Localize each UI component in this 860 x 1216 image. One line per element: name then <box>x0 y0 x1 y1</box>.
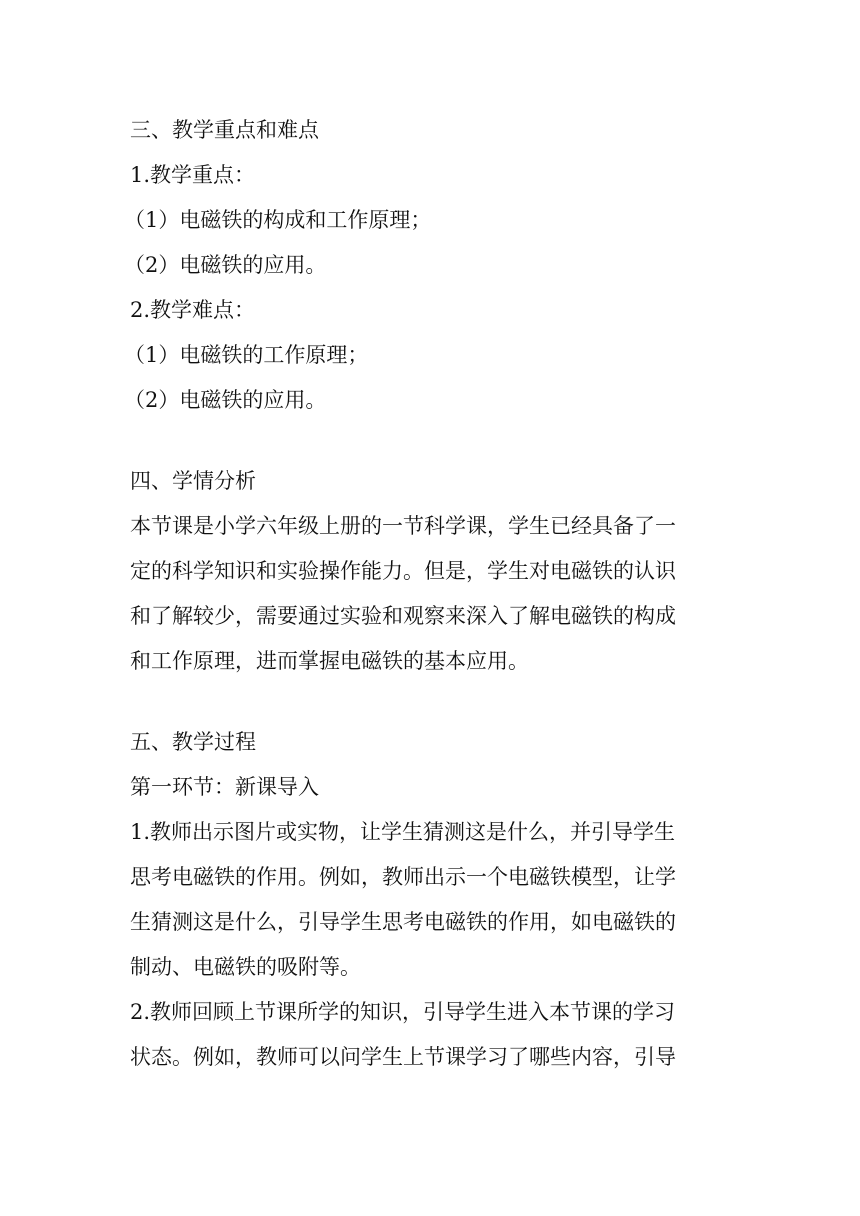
analysis-line-3: 和了解较少，需要通过实验和观察来深入了解电磁铁的构成 <box>130 604 676 628</box>
stage1-label: 第一环节：新课导入 <box>130 775 319 799</box>
step1-line-4: 制动、电磁铁的吸附等。 <box>130 955 361 979</box>
section-spacer <box>130 684 734 720</box>
difficulties-label: 2.教学难点： <box>130 298 256 322</box>
key-points-label: 1.教学重点： <box>130 163 256 187</box>
step1-line-2: 思考电磁铁的作用。例如，教师出示一个电磁铁模型，让学 <box>130 865 676 889</box>
difficulty-1: （1）电磁铁的工作原理； <box>124 343 369 367</box>
key-point-1: （1）电磁铁的构成和工作原理； <box>124 208 432 232</box>
section4-heading: 四、学情分析 <box>130 469 256 493</box>
step1-line-1: 1.教师出示图片或实物，让学生猜测这是什么，并引导学生 <box>130 820 676 844</box>
document-body <box>124 108 734 1080</box>
step2-line-2: 状态。例如，教师可以问学生上节课学习了哪些内容，引导 <box>130 1045 676 1069</box>
step2-line-1: 2.教师回顾上节课所学的知识，引导学生进入本节课的学习 <box>130 1000 676 1024</box>
analysis-line-4: 和工作原理，进而掌握电磁铁的基本应用。 <box>130 649 529 673</box>
difficulty-2: （2）电磁铁的应用。 <box>124 388 327 412</box>
section3-heading: 三、教学重点和难点 <box>130 118 319 142</box>
section-spacer <box>130 423 734 459</box>
key-point-2: （2）电磁铁的应用。 <box>124 253 327 277</box>
section5-heading: 五、教学过程 <box>130 730 256 754</box>
analysis-line-2: 定的科学知识和实验操作能力。但是，学生对电磁铁的认识 <box>130 559 676 583</box>
step1-line-3: 生猜测这是什么，引导学生思考电磁铁的作用，如电磁铁的 <box>130 910 676 934</box>
analysis-line-1: 本节课是小学六年级上册的一节科学课，学生已经具备了一 <box>130 514 676 538</box>
